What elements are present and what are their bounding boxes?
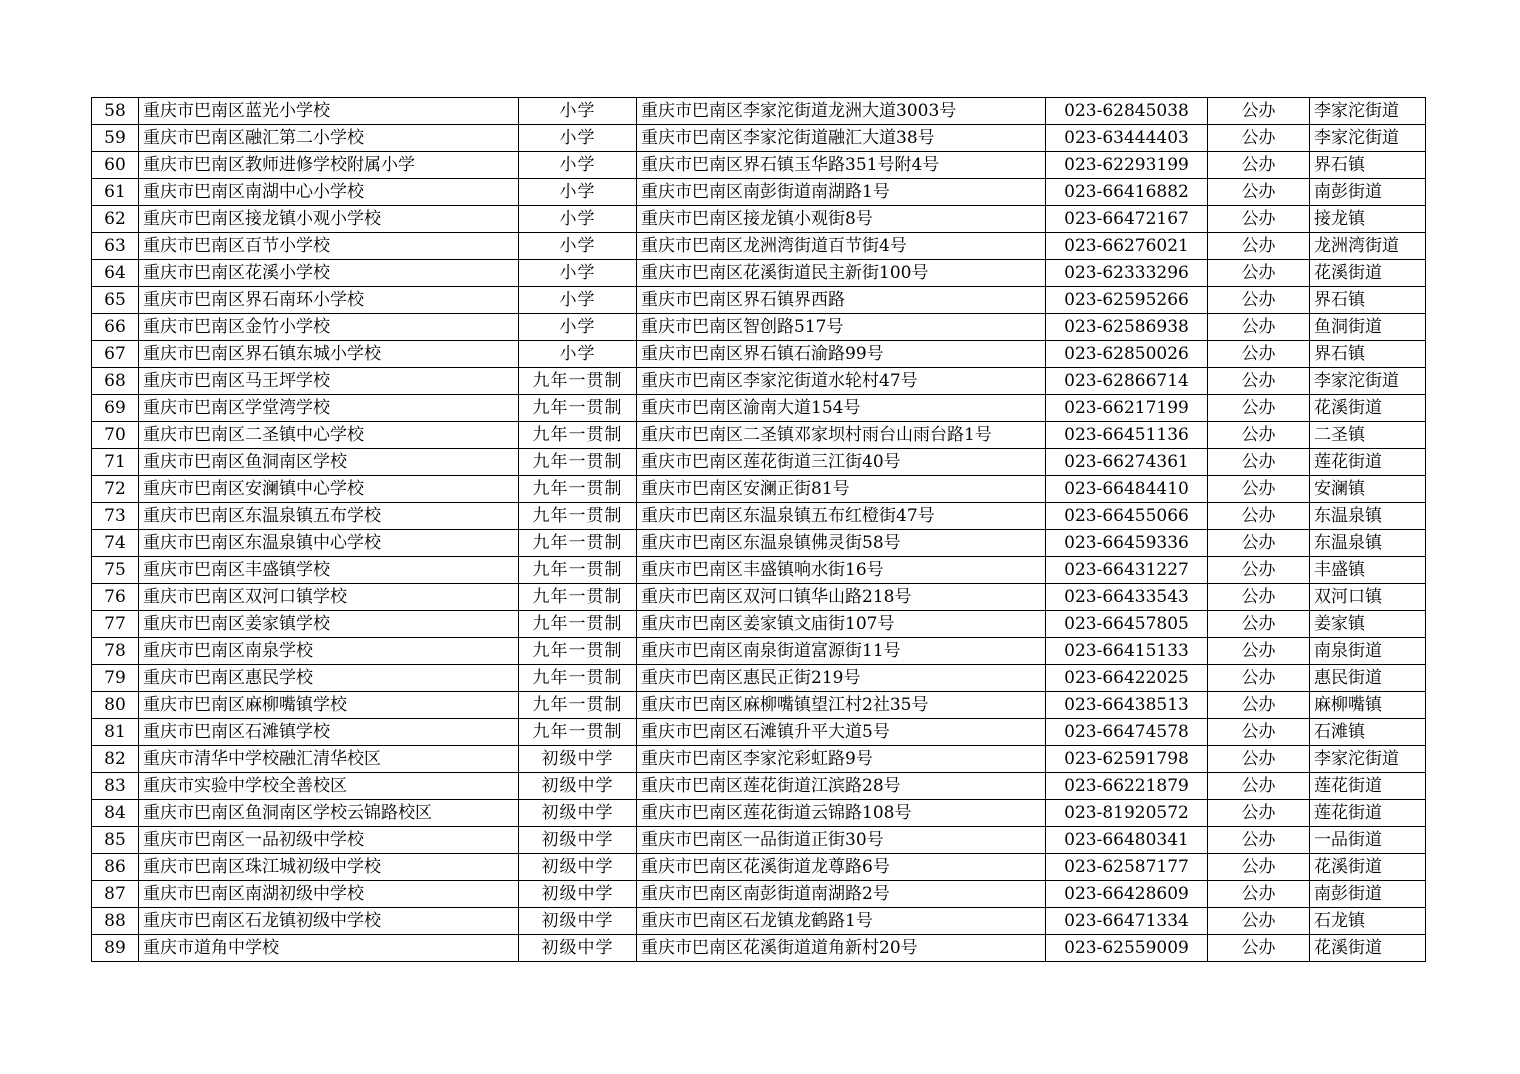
row-number-cell: 61	[92, 179, 139, 206]
table-row	[92, 449, 1426, 476]
school-street-cell: 花溪街道	[1310, 395, 1426, 422]
table-row	[92, 935, 1426, 962]
row-number-cell: 59	[92, 125, 139, 152]
school-type-cell: 公办	[1208, 476, 1310, 503]
school-phone-cell: 023-62850026	[1046, 341, 1208, 368]
row-number-cell: 87	[92, 881, 139, 908]
table-row	[92, 881, 1426, 908]
school-name-cell: 重庆市巴南区融汇第二小学校	[139, 125, 519, 152]
school-level-cell: 九年一贯制	[519, 368, 637, 395]
school-level-cell: 九年一贯制	[519, 557, 637, 584]
school-phone-cell: 023-66471334	[1046, 908, 1208, 935]
school-address-cell: 重庆市巴南区智创路517号	[637, 314, 1046, 341]
school-address-cell: 重庆市巴南区南彭街道南湖路1号	[637, 179, 1046, 206]
school-name-cell: 重庆市巴南区惠民学校	[139, 665, 519, 692]
school-street-cell: 李家沱街道	[1310, 125, 1426, 152]
row-number-cell: 79	[92, 665, 139, 692]
school-phone-cell: 023-66459336	[1046, 530, 1208, 557]
school-name-cell: 重庆市巴南区石龙镇初级中学校	[139, 908, 519, 935]
school-name-cell: 重庆市巴南区花溪小学校	[139, 260, 519, 287]
school-address-cell: 重庆市巴南区东温泉镇佛灵街58号	[637, 530, 1046, 557]
school-name-cell: 重庆市巴南区鱼洞南区学校云锦路校区	[139, 800, 519, 827]
school-street-cell: 莲花街道	[1310, 800, 1426, 827]
school-type-cell: 公办	[1208, 854, 1310, 881]
school-type-cell: 公办	[1208, 152, 1310, 179]
school-street-cell: 石滩镇	[1310, 719, 1426, 746]
school-street-cell: 双河口镇	[1310, 584, 1426, 611]
row-number-cell: 68	[92, 368, 139, 395]
school-level-cell: 九年一贯制	[519, 395, 637, 422]
school-street-cell: 莲花街道	[1310, 773, 1426, 800]
school-street-cell: 龙洲湾街道	[1310, 233, 1426, 260]
row-number-cell: 85	[92, 827, 139, 854]
table-row	[92, 314, 1426, 341]
school-phone-cell: 023-66431227	[1046, 557, 1208, 584]
table-row	[92, 638, 1426, 665]
school-type-cell: 公办	[1208, 314, 1310, 341]
school-level-cell: 小学	[519, 260, 637, 287]
school-street-cell: 花溪街道	[1310, 260, 1426, 287]
row-number-cell: 67	[92, 341, 139, 368]
school-phone-cell: 023-66415133	[1046, 638, 1208, 665]
school-phone-cell: 023-66451136	[1046, 422, 1208, 449]
school-address-cell: 重庆市巴南区莲花街道江滨路28号	[637, 773, 1046, 800]
school-type-cell: 公办	[1208, 692, 1310, 719]
table-row	[92, 503, 1426, 530]
school-address-cell: 重庆市巴南区惠民正街219号	[637, 665, 1046, 692]
table-row	[92, 476, 1426, 503]
school-type-cell: 公办	[1208, 98, 1310, 125]
school-address-cell: 重庆市巴南区南泉街道富源街11号	[637, 638, 1046, 665]
school-street-cell: 南彭街道	[1310, 881, 1426, 908]
school-address-cell: 重庆市巴南区李家沱彩虹路9号	[637, 746, 1046, 773]
school-type-cell: 公办	[1208, 206, 1310, 233]
table-row	[92, 908, 1426, 935]
school-level-cell: 九年一贯制	[519, 422, 637, 449]
school-type-cell: 公办	[1208, 179, 1310, 206]
school-name-cell: 重庆市巴南区马王坪学校	[139, 368, 519, 395]
school-name-cell: 重庆市巴南区东温泉镇五布学校	[139, 503, 519, 530]
table-row	[92, 692, 1426, 719]
school-level-cell: 初级中学	[519, 773, 637, 800]
table-body	[92, 98, 1426, 962]
school-level-cell: 小学	[519, 314, 637, 341]
row-number-cell: 69	[92, 395, 139, 422]
row-number-cell: 77	[92, 611, 139, 638]
school-phone-cell: 023-66472167	[1046, 206, 1208, 233]
school-phone-cell: 023-62845038	[1046, 98, 1208, 125]
school-address-cell: 重庆市巴南区李家沱街道龙洲大道3003号	[637, 98, 1046, 125]
row-number-cell: 80	[92, 692, 139, 719]
school-level-cell: 九年一贯制	[519, 638, 637, 665]
school-name-cell: 重庆市巴南区百节小学校	[139, 233, 519, 260]
row-number-cell: 76	[92, 584, 139, 611]
school-street-cell: 接龙镇	[1310, 206, 1426, 233]
school-phone-cell: 023-62587177	[1046, 854, 1208, 881]
school-type-cell: 公办	[1208, 260, 1310, 287]
school-phone-cell: 023-66217199	[1046, 395, 1208, 422]
school-name-cell: 重庆市巴南区界石镇东城小学校	[139, 341, 519, 368]
school-level-cell: 小学	[519, 233, 637, 260]
school-name-cell: 重庆市巴南区鱼洞南区学校	[139, 449, 519, 476]
school-name-cell: 重庆市巴南区姜家镇学校	[139, 611, 519, 638]
school-name-cell: 重庆市巴南区一品初级中学校	[139, 827, 519, 854]
table-row	[92, 800, 1426, 827]
school-name-cell: 重庆市巴南区金竹小学校	[139, 314, 519, 341]
school-phone-cell: 023-62559009	[1046, 935, 1208, 962]
table-row	[92, 368, 1426, 395]
school-phone-cell: 023-66416882	[1046, 179, 1208, 206]
school-type-cell: 公办	[1208, 665, 1310, 692]
school-address-cell: 重庆市巴南区东温泉镇五布红橙街47号	[637, 503, 1046, 530]
school-type-cell: 公办	[1208, 449, 1310, 476]
school-phone-cell: 023-62595266	[1046, 287, 1208, 314]
school-address-cell: 重庆市巴南区界石镇石渝路99号	[637, 341, 1046, 368]
school-type-cell: 公办	[1208, 422, 1310, 449]
school-type-cell: 公办	[1208, 827, 1310, 854]
school-level-cell: 小学	[519, 206, 637, 233]
school-phone-cell: 023-66274361	[1046, 449, 1208, 476]
school-name-cell: 重庆市巴南区东温泉镇中心学校	[139, 530, 519, 557]
school-level-cell: 九年一贯制	[519, 692, 637, 719]
table-row	[92, 395, 1426, 422]
row-number-cell: 65	[92, 287, 139, 314]
school-level-cell: 九年一贯制	[519, 503, 637, 530]
row-number-cell: 89	[92, 935, 139, 962]
table-row	[92, 260, 1426, 287]
school-type-cell: 公办	[1208, 368, 1310, 395]
table-row	[92, 233, 1426, 260]
school-phone-cell: 023-66480341	[1046, 827, 1208, 854]
school-street-cell: 南泉街道	[1310, 638, 1426, 665]
school-level-cell: 九年一贯制	[519, 665, 637, 692]
school-level-cell: 九年一贯制	[519, 719, 637, 746]
school-type-cell: 公办	[1208, 125, 1310, 152]
table-row	[92, 773, 1426, 800]
school-street-cell: 石龙镇	[1310, 908, 1426, 935]
row-number-cell: 78	[92, 638, 139, 665]
school-level-cell: 初级中学	[519, 935, 637, 962]
school-street-cell: 花溪街道	[1310, 935, 1426, 962]
school-street-cell: 界石镇	[1310, 341, 1426, 368]
school-street-cell: 东温泉镇	[1310, 530, 1426, 557]
school-name-cell: 重庆市巴南区学堂湾学校	[139, 395, 519, 422]
school-address-cell: 重庆市巴南区双河口镇华山路218号	[637, 584, 1046, 611]
school-phone-cell: 023-66484410	[1046, 476, 1208, 503]
table-row	[92, 98, 1426, 125]
row-number-cell: 73	[92, 503, 139, 530]
school-address-cell: 重庆市巴南区石滩镇升平大道5号	[637, 719, 1046, 746]
school-type-cell: 公办	[1208, 719, 1310, 746]
school-type-cell: 公办	[1208, 557, 1310, 584]
school-address-cell: 重庆市巴南区姜家镇文庙街107号	[637, 611, 1046, 638]
row-number-cell: 71	[92, 449, 139, 476]
school-name-cell: 重庆市巴南区安澜镇中心学校	[139, 476, 519, 503]
table-row	[92, 206, 1426, 233]
school-level-cell: 初级中学	[519, 827, 637, 854]
school-phone-cell: 023-66438513	[1046, 692, 1208, 719]
row-number-cell: 64	[92, 260, 139, 287]
school-street-cell: 界石镇	[1310, 287, 1426, 314]
table-row	[92, 611, 1426, 638]
row-number-cell: 62	[92, 206, 139, 233]
school-address-cell: 重庆市巴南区安澜正街81号	[637, 476, 1046, 503]
table-row	[92, 665, 1426, 692]
school-street-cell: 鱼洞街道	[1310, 314, 1426, 341]
school-type-cell: 公办	[1208, 233, 1310, 260]
school-type-cell: 公办	[1208, 638, 1310, 665]
school-type-cell: 公办	[1208, 908, 1310, 935]
school-street-cell: 李家沱街道	[1310, 98, 1426, 125]
school-type-cell: 公办	[1208, 935, 1310, 962]
school-name-cell: 重庆市巴南区南泉学校	[139, 638, 519, 665]
school-type-cell: 公办	[1208, 773, 1310, 800]
row-number-cell: 86	[92, 854, 139, 881]
school-street-cell: 丰盛镇	[1310, 557, 1426, 584]
row-number-cell: 70	[92, 422, 139, 449]
row-number-cell: 58	[92, 98, 139, 125]
school-level-cell: 小学	[519, 125, 637, 152]
row-number-cell: 74	[92, 530, 139, 557]
school-level-cell: 初级中学	[519, 881, 637, 908]
school-phone-cell: 023-62586938	[1046, 314, 1208, 341]
school-type-cell: 公办	[1208, 287, 1310, 314]
school-phone-cell: 023-66457805	[1046, 611, 1208, 638]
school-name-cell: 重庆市实验中学校全善校区	[139, 773, 519, 800]
table-row	[92, 557, 1426, 584]
school-phone-cell: 023-81920572	[1046, 800, 1208, 827]
school-address-cell: 重庆市巴南区丰盛镇响水街16号	[637, 557, 1046, 584]
school-name-cell: 重庆市道角中学校	[139, 935, 519, 962]
school-level-cell: 九年一贯制	[519, 476, 637, 503]
school-address-cell: 重庆市巴南区花溪街道道角新村20号	[637, 935, 1046, 962]
school-street-cell: 姜家镇	[1310, 611, 1426, 638]
school-name-cell: 重庆市巴南区界石南环小学校	[139, 287, 519, 314]
school-type-cell: 公办	[1208, 530, 1310, 557]
school-name-cell: 重庆市巴南区珠江城初级中学校	[139, 854, 519, 881]
school-phone-cell: 023-66455066	[1046, 503, 1208, 530]
school-type-cell: 公办	[1208, 395, 1310, 422]
school-address-cell: 重庆市巴南区莲花街道云锦路108号	[637, 800, 1046, 827]
school-level-cell: 小学	[519, 341, 637, 368]
row-number-cell: 84	[92, 800, 139, 827]
school-address-cell: 重庆市巴南区界石镇玉华路351号附4号	[637, 152, 1046, 179]
school-type-cell: 公办	[1208, 611, 1310, 638]
table-row	[92, 854, 1426, 881]
school-name-cell: 重庆市巴南区接龙镇小观小学校	[139, 206, 519, 233]
table-row	[92, 152, 1426, 179]
table-row	[92, 287, 1426, 314]
table-row	[92, 746, 1426, 773]
school-phone-cell: 023-66474578	[1046, 719, 1208, 746]
row-number-cell: 88	[92, 908, 139, 935]
school-address-cell: 重庆市巴南区李家沱街道水轮村47号	[637, 368, 1046, 395]
school-phone-cell: 023-66433543	[1046, 584, 1208, 611]
row-number-cell: 82	[92, 746, 139, 773]
school-name-cell: 重庆市巴南区石滩镇学校	[139, 719, 519, 746]
school-street-cell: 二圣镇	[1310, 422, 1426, 449]
row-number-cell: 72	[92, 476, 139, 503]
school-level-cell: 九年一贯制	[519, 530, 637, 557]
school-address-cell: 重庆市巴南区渝南大道154号	[637, 395, 1046, 422]
table-row	[92, 341, 1426, 368]
school-address-cell: 重庆市巴南区南彭街道南湖路2号	[637, 881, 1046, 908]
school-address-cell: 重庆市巴南区一品街道正街30号	[637, 827, 1046, 854]
school-phone-cell: 023-66221879	[1046, 773, 1208, 800]
school-phone-cell: 023-62591798	[1046, 746, 1208, 773]
row-number-cell: 81	[92, 719, 139, 746]
school-address-cell: 重庆市巴南区莲花街道三江街40号	[637, 449, 1046, 476]
school-name-cell: 重庆市巴南区南湖初级中学校	[139, 881, 519, 908]
school-street-cell: 安澜镇	[1310, 476, 1426, 503]
school-level-cell: 初级中学	[519, 908, 637, 935]
table-row	[92, 584, 1426, 611]
school-street-cell: 李家沱街道	[1310, 368, 1426, 395]
school-phone-cell: 023-62293199	[1046, 152, 1208, 179]
table-row	[92, 719, 1426, 746]
school-street-cell: 麻柳嘴镇	[1310, 692, 1426, 719]
school-phone-cell: 023-62866714	[1046, 368, 1208, 395]
school-list-table	[91, 97, 1426, 962]
row-number-cell: 63	[92, 233, 139, 260]
school-street-cell: 花溪街道	[1310, 854, 1426, 881]
row-number-cell: 83	[92, 773, 139, 800]
school-street-cell: 惠民街道	[1310, 665, 1426, 692]
school-address-cell: 重庆市巴南区界石镇界西路	[637, 287, 1046, 314]
school-level-cell: 初级中学	[519, 746, 637, 773]
school-address-cell: 重庆市巴南区李家沱街道融汇大道38号	[637, 125, 1046, 152]
school-type-cell: 公办	[1208, 584, 1310, 611]
school-phone-cell: 023-66422025	[1046, 665, 1208, 692]
row-number-cell: 66	[92, 314, 139, 341]
school-level-cell: 小学	[519, 152, 637, 179]
school-address-cell: 重庆市巴南区龙洲湾街道百节街4号	[637, 233, 1046, 260]
row-number-cell: 75	[92, 557, 139, 584]
school-address-cell: 重庆市巴南区花溪街道民主新街100号	[637, 260, 1046, 287]
school-street-cell: 李家沱街道	[1310, 746, 1426, 773]
school-name-cell: 重庆市巴南区麻柳嘴镇学校	[139, 692, 519, 719]
school-level-cell: 九年一贯制	[519, 449, 637, 476]
school-level-cell: 小学	[519, 179, 637, 206]
school-level-cell: 初级中学	[519, 800, 637, 827]
school-phone-cell: 023-63444403	[1046, 125, 1208, 152]
school-level-cell: 小学	[519, 98, 637, 125]
table-row	[92, 422, 1426, 449]
school-address-cell: 重庆市巴南区接龙镇小观街8号	[637, 206, 1046, 233]
school-name-cell: 重庆市巴南区丰盛镇学校	[139, 557, 519, 584]
school-type-cell: 公办	[1208, 746, 1310, 773]
school-name-cell: 重庆市清华中学校融汇清华校区	[139, 746, 519, 773]
school-name-cell: 重庆市巴南区教师进修学校附属小学	[139, 152, 519, 179]
school-level-cell: 九年一贯制	[519, 611, 637, 638]
school-address-cell: 重庆市巴南区花溪街道龙尊路6号	[637, 854, 1046, 881]
table-row	[92, 179, 1426, 206]
school-street-cell: 一品街道	[1310, 827, 1426, 854]
school-address-cell: 重庆市巴南区麻柳嘴镇望江村2社35号	[637, 692, 1046, 719]
school-type-cell: 公办	[1208, 503, 1310, 530]
school-level-cell: 九年一贯制	[519, 584, 637, 611]
school-phone-cell: 023-66276021	[1046, 233, 1208, 260]
school-type-cell: 公办	[1208, 881, 1310, 908]
school-level-cell: 初级中学	[519, 854, 637, 881]
school-name-cell: 重庆市巴南区蓝光小学校	[139, 98, 519, 125]
school-street-cell: 南彭街道	[1310, 179, 1426, 206]
school-level-cell: 小学	[519, 287, 637, 314]
table-row	[92, 125, 1426, 152]
school-phone-cell: 023-66428609	[1046, 881, 1208, 908]
table-row	[92, 530, 1426, 557]
school-name-cell: 重庆市巴南区双河口镇学校	[139, 584, 519, 611]
school-street-cell: 界石镇	[1310, 152, 1426, 179]
school-name-cell: 重庆市巴南区二圣镇中心学校	[139, 422, 519, 449]
school-address-cell: 重庆市巴南区二圣镇邓家坝村雨台山雨台路1号	[637, 422, 1046, 449]
row-number-cell: 60	[92, 152, 139, 179]
school-street-cell: 莲花街道	[1310, 449, 1426, 476]
school-type-cell: 公办	[1208, 800, 1310, 827]
table-row	[92, 827, 1426, 854]
school-address-cell: 重庆市巴南区石龙镇龙鹤路1号	[637, 908, 1046, 935]
school-street-cell: 东温泉镇	[1310, 503, 1426, 530]
school-phone-cell: 023-62333296	[1046, 260, 1208, 287]
school-type-cell: 公办	[1208, 341, 1310, 368]
school-name-cell: 重庆市巴南区南湖中心小学校	[139, 179, 519, 206]
